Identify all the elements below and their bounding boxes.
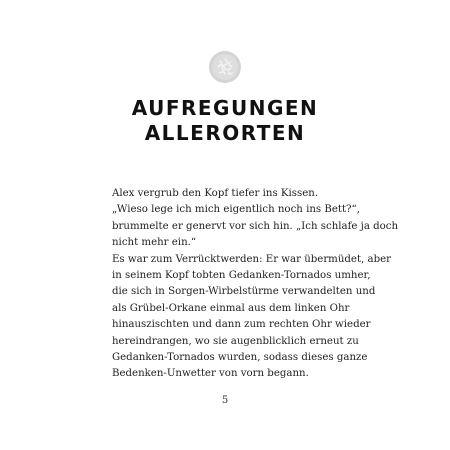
chapter-title <box>0 96 450 146</box>
page-number: 5 <box>221 395 229 406</box>
swirl-circle-icon <box>208 50 242 84</box>
text-line: nicht mehr ein.“ <box>112 237 197 249</box>
text-line: Es war zum Verrücktwerden: Er war übermüdet, aber <box>112 253 392 265</box>
chapter-title-line: ALLERORTEN <box>144 121 306 145</box>
body-paragraph <box>112 186 399 383</box>
text-line: die sich in Sorgen-Wirbelstürme verwandelten und <box>112 286 376 298</box>
text-line: „Wieso lege ich mich eigentlich noch ins Bett?“, <box>112 204 360 216</box>
text-line: in seinem Kopf tobten Gedanken-Tornados umher, <box>112 270 371 282</box>
text-line: Gedanken-Tornados wurden, sodass dieses ganze <box>112 352 368 364</box>
text-line: hereindrangen, wo sie augenblicklich erneut zu <box>112 335 359 347</box>
text-line: brummelte er genervt vor sich hin. „Ich schlafe ja doch <box>112 220 399 232</box>
chapter-title-line: AUFREGUNGEN <box>131 96 319 120</box>
text-line: als Grübel-Orkane einmal aus dem linken Ohr <box>112 302 350 314</box>
text-line: hinauszischten und dann zum rechten Ohr wieder <box>112 319 371 331</box>
text-line: Alex vergrub den Kopf tiefer ins Kissen. <box>112 188 319 199</box>
text-line: Bedenken-Unwetter von vorn begann. <box>112 368 309 380</box>
